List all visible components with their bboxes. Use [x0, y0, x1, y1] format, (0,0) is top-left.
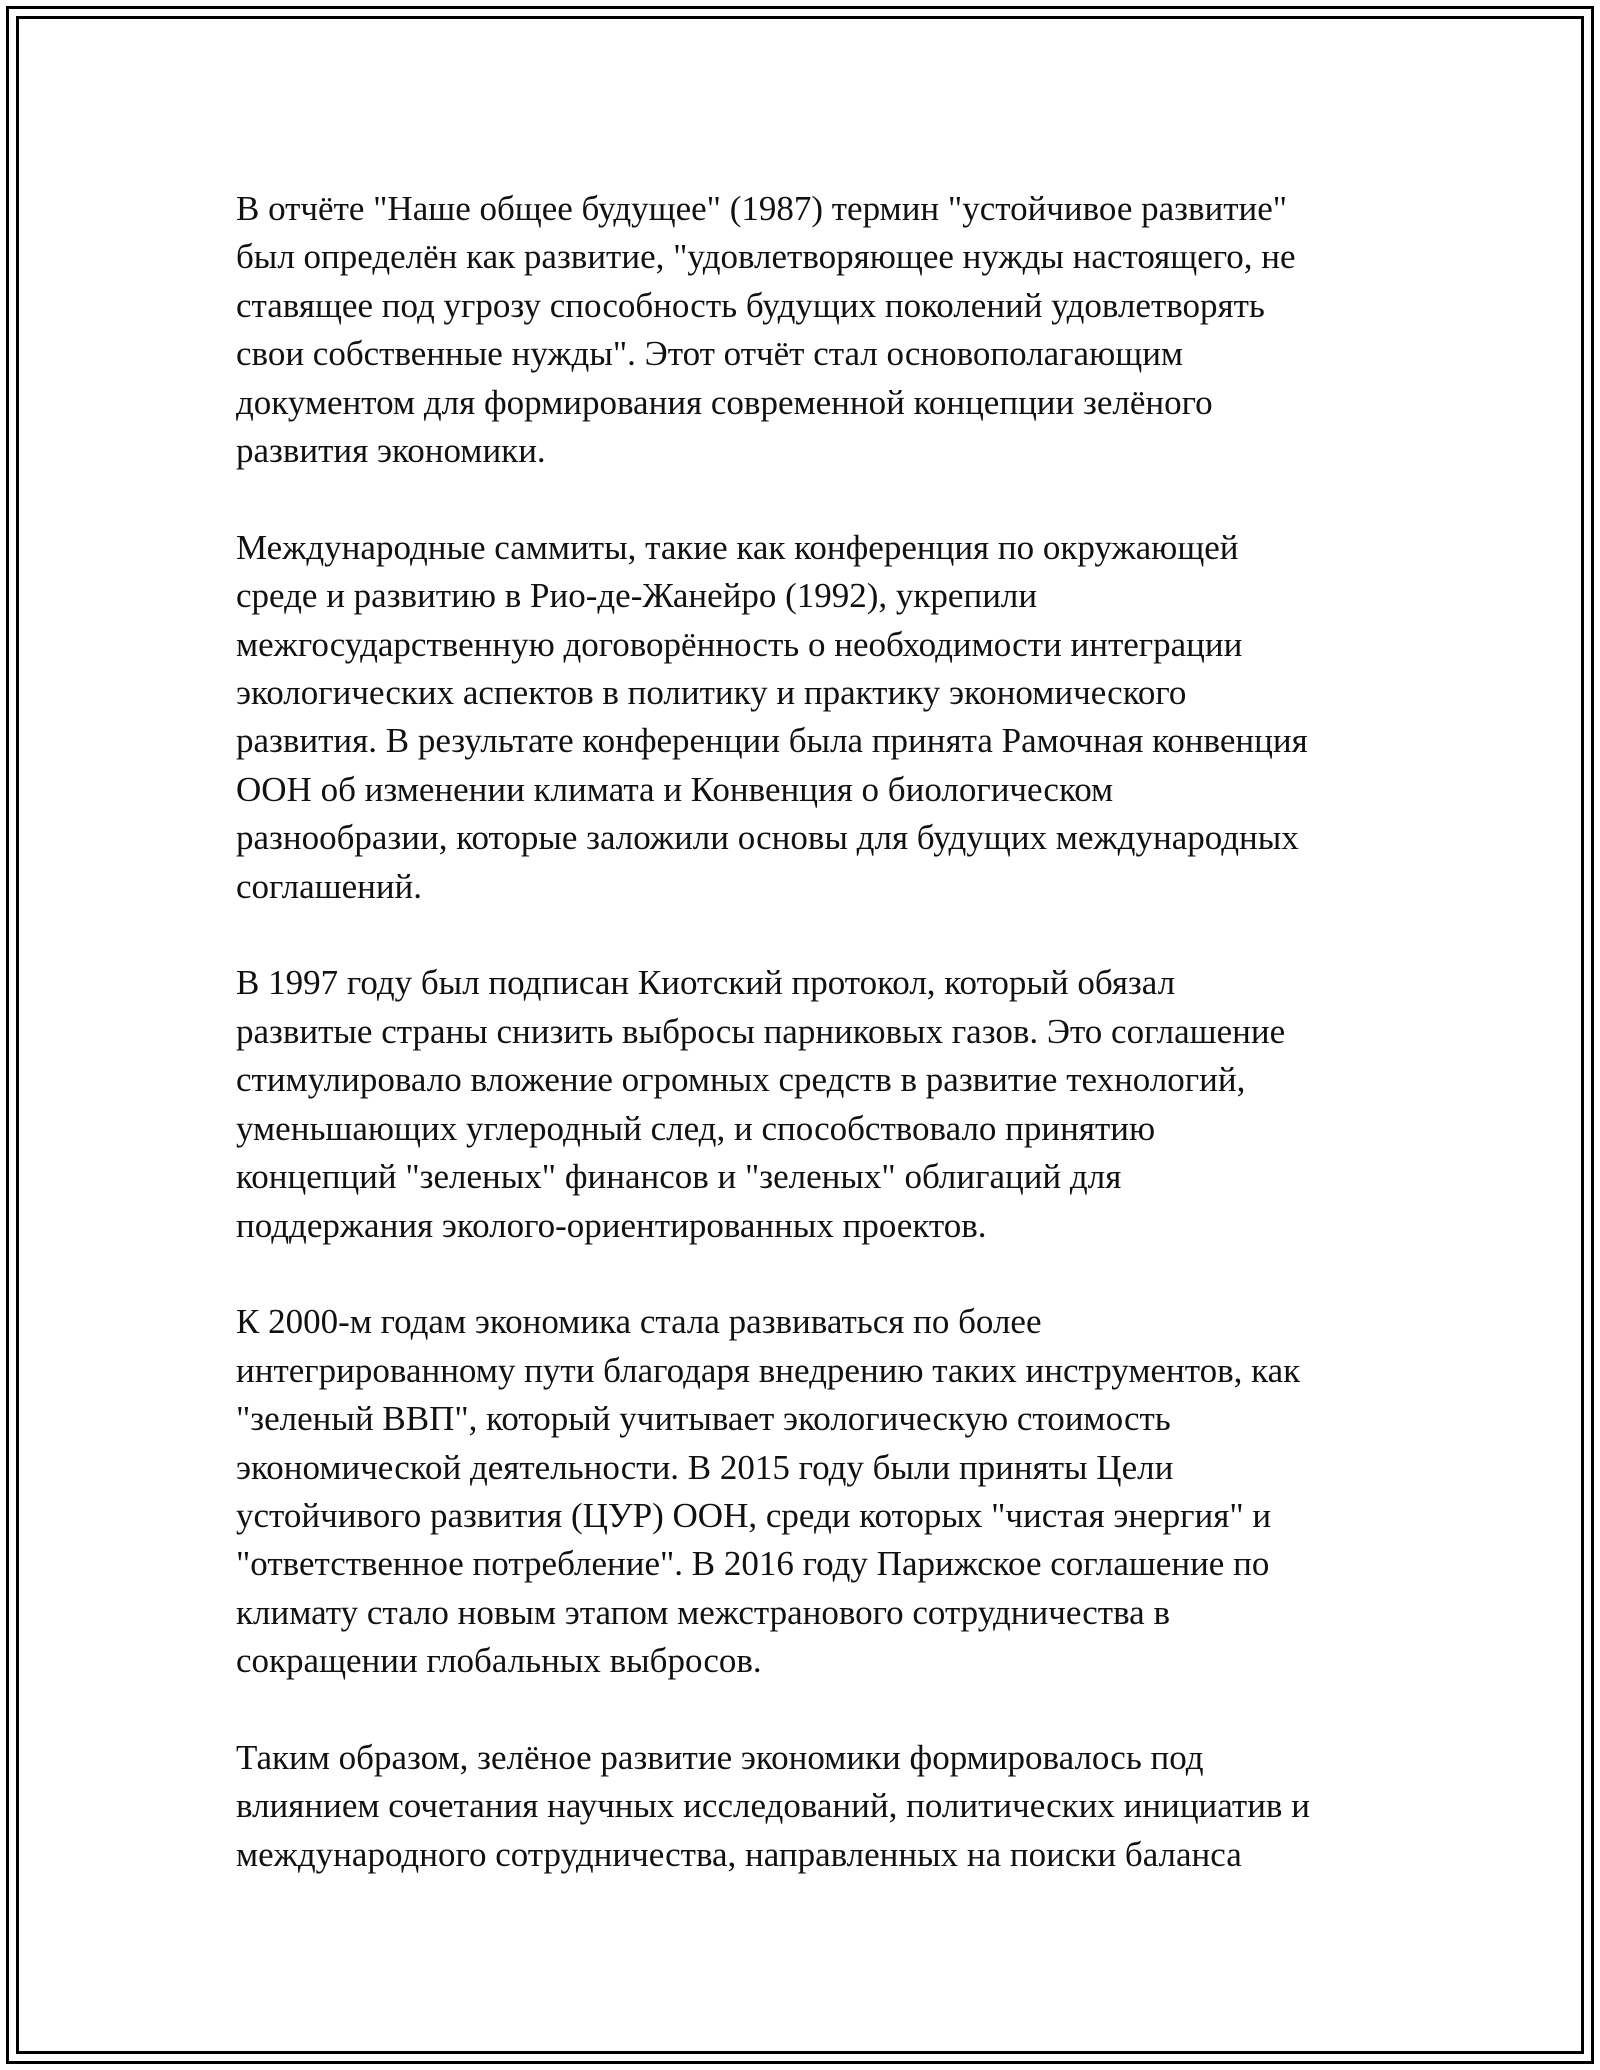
text-line: "ответственное потребление". В 2016 году Парижское соглашение по: [236, 1544, 1270, 1584]
text-line: К 2000-м годам экономика стала развиваться по более: [236, 1302, 1042, 1342]
text-line: "зеленый ВВП", который учитывает экологическую стоимость: [236, 1399, 1171, 1439]
text-line: концепций "зеленых" финансов и "зеленых" облигаций для: [236, 1157, 1122, 1197]
paragraph-kyoto-protocol: [236, 959, 1376, 1249]
paragraph-2000s-green-gdp: [236, 1298, 1376, 1685]
text-line: развития экономики.: [236, 431, 546, 471]
text-line: устойчивого развития (ЦУР) ООН, среди которых "чистая энергия" и: [236, 1495, 1272, 1535]
text-line: соглашений.: [236, 866, 423, 906]
text-line: разнообразии, которые заложили основы для будущих международных: [236, 818, 1299, 858]
paragraph-brundtland-report: [236, 185, 1376, 475]
text-line: сокращении глобальных выбросов.: [236, 1641, 762, 1681]
text-line: развития. В результате конференции была принята Рамочная конвенция: [236, 721, 1308, 761]
text-line: влиянием сочетания научных исследований, политических инициатив и: [236, 1786, 1310, 1826]
text-line: документом для формирования современной концепции зелёного: [236, 382, 1213, 422]
document-body: [236, 185, 1376, 1928]
text-line: климату стало новым этапом межстранового сотрудничества в: [236, 1592, 1170, 1632]
text-line: поддержания эколого-ориентированных проектов.: [236, 1205, 987, 1245]
text-line: уменьшающих углеродный след, и способствовало принятию: [236, 1108, 1156, 1148]
text-line: Таким образом, зелёное развитие экономики формировалось под: [236, 1737, 1204, 1777]
text-line: экологических аспектов в политику и практику экономического: [236, 673, 1187, 713]
text-line: был определён как развитие, "удовлетворяющее нужды настоящего, не: [236, 237, 1296, 277]
text-line: В 1997 году был подписан Киотский протокол, который обязал: [236, 963, 1176, 1003]
text-line: Международные саммиты, такие как конференция по окружающей: [236, 527, 1239, 567]
text-line: экономической деятельности. В 2015 году были приняты Цели: [236, 1447, 1174, 1487]
paragraph-conclusion: [236, 1734, 1376, 1879]
text-line: стимулировало вложение огромных средств в развитие технологий,: [236, 1060, 1246, 1100]
text-line: интегрированному пути благодаря внедрению таких инструментов, как: [236, 1350, 1301, 1390]
text-line: среде и развитию в Рио-де-Жанейро (1992), укрепили: [236, 576, 1038, 616]
text-line: межгосударственную договорённость о необходимости интеграции: [236, 624, 1243, 664]
text-line: В отчёте "Наше общее будущее" (1987) термин "устойчивое развитие": [236, 189, 1288, 228]
text-line: международного сотрудничества, направленных на поиски баланса: [236, 1834, 1242, 1874]
paragraph-rio-summit: [236, 524, 1376, 911]
text-line: развитые страны снизить выбросы парниковых газов. Это соглашение: [236, 1011, 1286, 1051]
text-line: ООН об изменении климата и Конвенция о биологическом: [236, 769, 1114, 809]
text-line: ставящее под угрозу способность будущих поколений удовлетворять: [236, 285, 1265, 325]
text-line: свои собственные нужды". Этот отчёт стал основополагающим: [236, 334, 1184, 374]
